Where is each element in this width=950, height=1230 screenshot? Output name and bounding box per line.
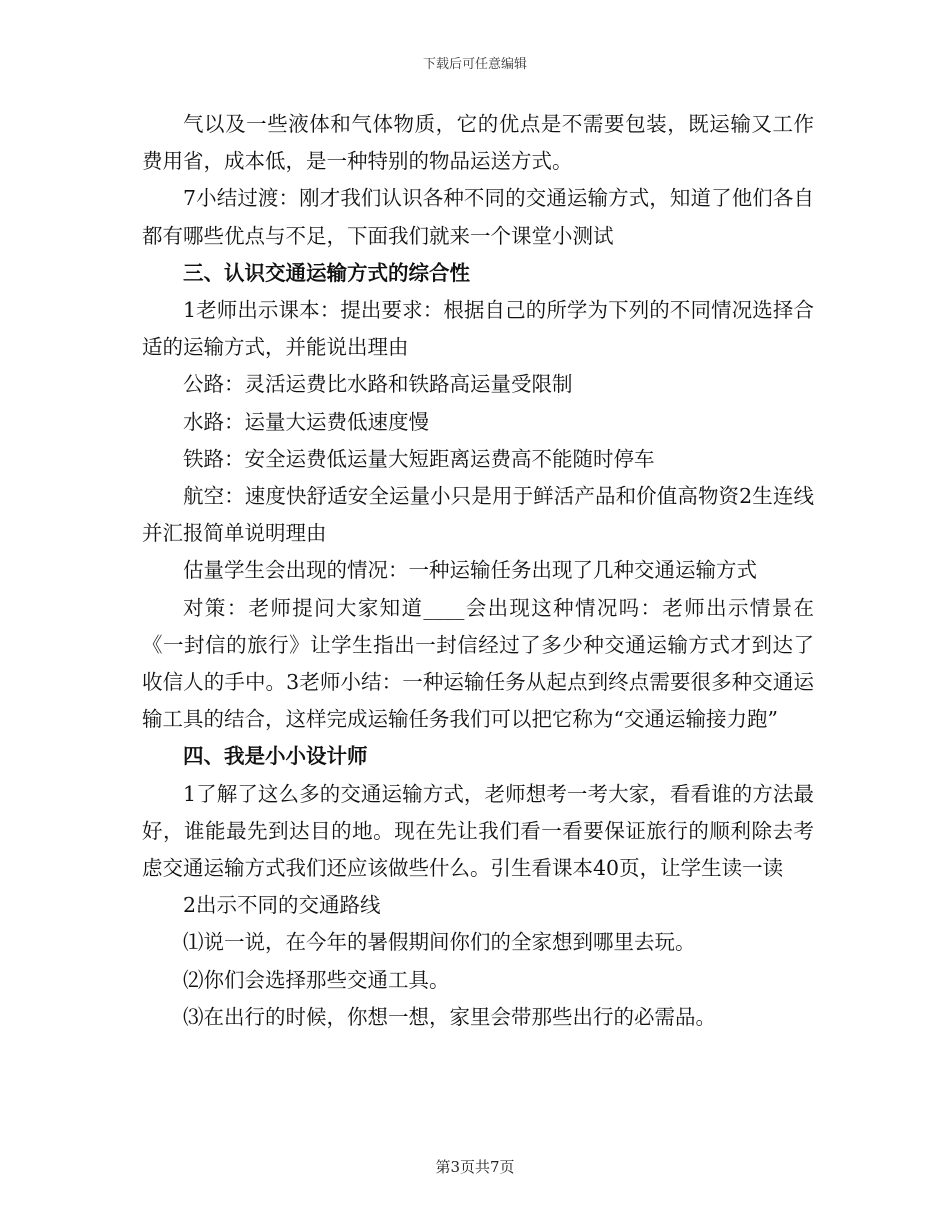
page-header: 下载后可任意编辑 xyxy=(422,57,527,72)
paragraph: ⑶在出行的时候，你想一想，家里会带那些出行的必需品。 xyxy=(183,1004,716,1029)
page-footer: 第3页共7页 xyxy=(435,1158,515,1176)
paragraph: ⑴说一说，在今年的暑假期间你们的全家想到哪里去玩。 xyxy=(183,930,696,955)
paragraph: 气以及一些液体和气体物质，它的优点是不需要包装，既运输又工作费用省，成本低，是一种特别的物品运送方式。 xyxy=(142,112,814,174)
section-heading: 四、我是小小设计师 xyxy=(183,744,368,769)
paragraph: 航空：速度快舒适安全运量小只是用于鲜活产品和价值高物资2生连线并汇报简单说明理由 xyxy=(142,484,814,546)
paragraph: ⑵你们会选择那些交通工具。 xyxy=(183,967,450,992)
paragraph: 2出示不同的交通路线 xyxy=(183,893,381,918)
paragraph: 水路：运量大运费低速度慢 xyxy=(183,409,429,434)
section-heading: 三、认识交通运输方式的综合性 xyxy=(183,260,470,285)
paragraph: 公路：灵活运费比水路和铁路高运量受限制 xyxy=(183,372,573,397)
paragraph: 1老师出示课本：提出要求：根据自己的所学为下列的不同情况选择合适的运输方式，并能说出理由 xyxy=(142,298,814,360)
paragraph: 估量学生会出现的情况：一种运输任务出现了几种交通运输方式 xyxy=(183,558,757,583)
document-body xyxy=(142,106,814,1036)
paragraph: 7小结过渡：刚才我们认识各种不同的交通运输方式，知道了他们各自都有哪些优点与不足，下面我们就来一个课堂小测试 xyxy=(142,186,814,248)
paragraph: 1了解了这么多的交通运输方式，老师想考一考大家，看看谁的方法最好，谁能最先到达目的地。现在先让我们看一看要保证旅行的顺利除去考虑交通运输方式我们还应该做些什么。引生看课本40页，让学生读一读 xyxy=(142,781,814,881)
paragraph: 对策：老师提问大家知道____会出现这种情况吗：老师出示情景在《一封信的旅行》让学生指出一封信经过了多少种交通运输方式才到达了收信人的手中。3老师小结：一种运输任务从起点到终点需要很多种交通运输工具的结合，这样完成运输任务我们可以把它称为“交通运输接力跑” xyxy=(142,595,814,732)
paragraph: 铁路：安全运费低运量大短距离运费高不能随时停车 xyxy=(183,446,655,471)
